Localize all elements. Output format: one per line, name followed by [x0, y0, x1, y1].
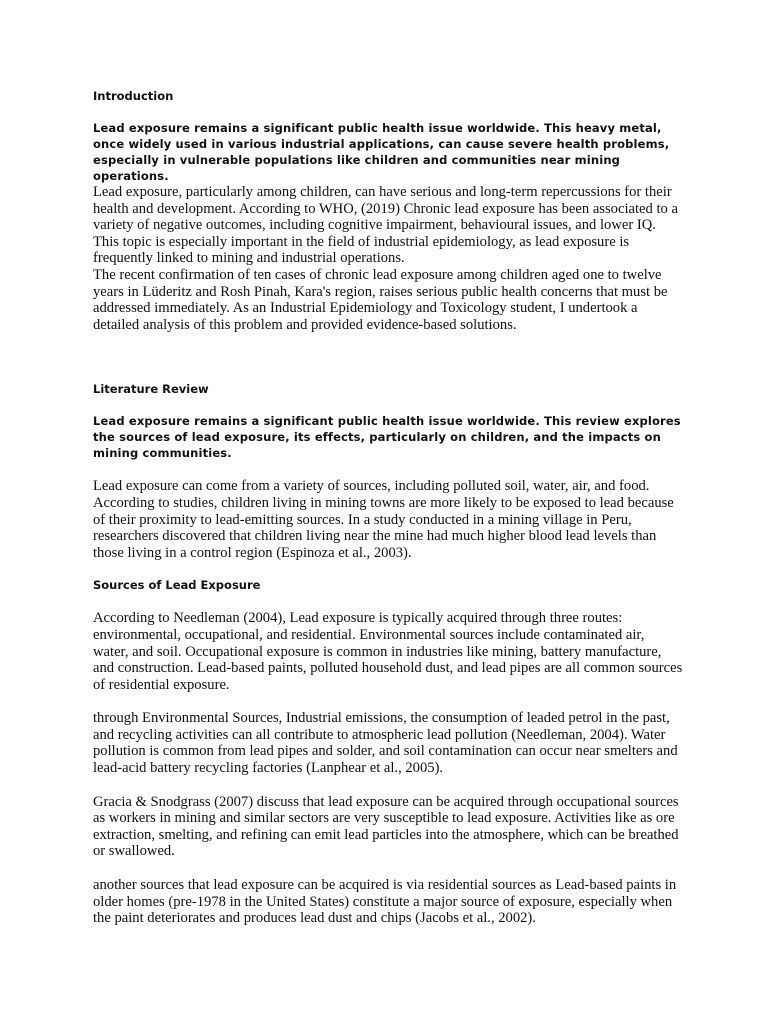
sources-paragraph-3: Gracia & Snodgrass (2007) discuss that lead exposure can be acquired through occupational sources as workers in mining and similar sectors are very susceptible to lead exposure. Activities like as ore extraction, smelting, and refining can emit lead particles into the atmosphere, which can be breathed or swallowed.: [93, 793, 679, 860]
introduction-paragraph-2: The recent confirmation of ten cases of chronic lead exposure among children aged one to twelve years in Lüderitz and Rosh Pinah, Kara's region, raises serious public health concerns that must be addressed immediately. As an Industrial Epidemiology and Toxicology student, I undertook a detailed analysis of this problem and provided evidence-based solutions.: [93, 266, 668, 333]
literature-review-heading: Literature Review: [93, 382, 209, 397]
document-page: [93, 88, 683, 927]
literature-review-paragraph-1: Lead exposure can come from a variety of sources, including polluted soil, water, air, and food. According to studies, children living in mining towns are more likely to be exposed to lead because of their proximity to lead-emitting sources. In a study conducted in a mining village in Peru, researchers discovered that children living near the mine had much higher blood lead levels than those living in a control region (Espinoza et al., 2003).: [93, 478, 674, 561]
introduction-paragraph-1: Lead exposure, particularly among children, can have serious and long-term repercussions for their health and development. According to WHO, (2019) Chronic lead exposure has been associated to a variety of negative outcomes, including cognitive impairment, behavioural issues, and lower IQ. This topic is especially important in the field of industrial epidemiology, as lead exposure is frequently linked to mining and industrial operations.: [93, 184, 678, 267]
sources-paragraph-4: another sources that lead exposure can be acquired is via residential sources as Lead-based paints in older homes (pre-1978 in the United States) constitute a major source of exposure, especially when the paint deteriorates and produces lead dust and chips (Jacobs et al., 2002).: [93, 877, 677, 927]
sources-paragraph-2: through Environmental Sources, Industrial emissions, the consumption of leaded petrol in the past, and recycling activities can all contribute to atmospheric lead pollution (Needleman, 2004). Water pollution is common from lead pipes and solder, and soil contamination can occur near smelters and lead-acid battery recycling factories (Lanphear et al., 2005).: [93, 710, 678, 777]
literature-review-lead-paragraph: Lead exposure remains a significant public health issue worldwide. This review explores the sources of lead exposure, its effects, particularly on children, and the impacts on mining communities.: [93, 414, 681, 461]
introduction-heading: Introduction: [93, 89, 174, 103]
sources-heading: Sources of Lead Exposure: [93, 578, 261, 593]
sources-paragraph-1: According to Needleman (2004), Lead exposure is typically acquired through three routes: environmental, occupational, and residential. Environmental sources include contaminated air, water, and soil. Occupational exposure is common in industries like mining, battery manufacture, and construction. Lead-based paints, polluted household dust, and lead pipes are all common sources of residential exposure.: [93, 610, 683, 693]
introduction-lead-paragraph: Lead exposure remains a significant public health issue worldwide. This heavy metal, once widely used in various industrial applications, can cause severe health problems, especially in vulnerable populations like children and communities near mining operations.: [93, 121, 670, 183]
